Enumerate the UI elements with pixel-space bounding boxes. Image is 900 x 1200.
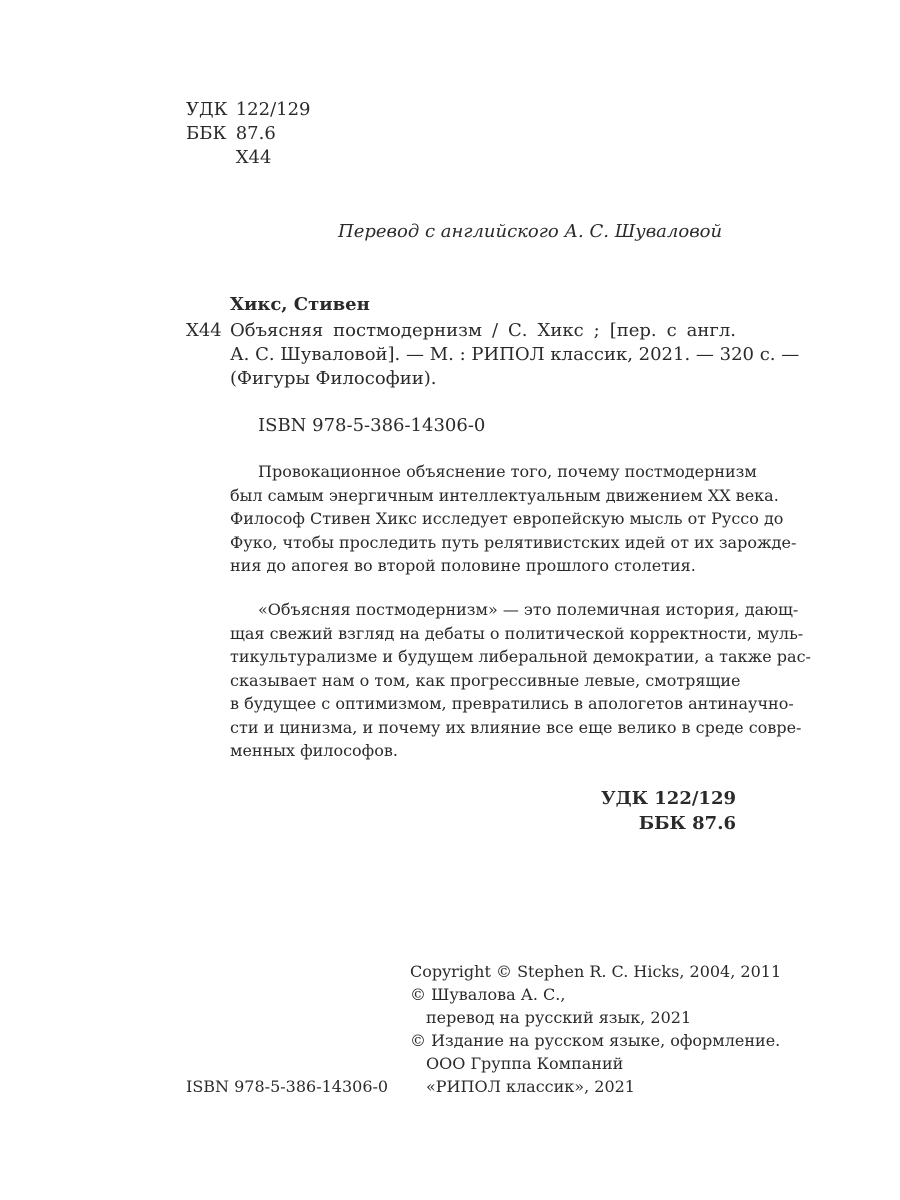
isbn-bottom: ISBN 978-5-386-14306-0: [186, 1077, 389, 1096]
annotation-line: сти и цинизма, и почему их влияние все еще велико в среде совре-: [230, 717, 802, 737]
annotation-line: в будущее с оптимизмом, превратились в апологетов антинаучно-: [230, 694, 794, 713]
bbk-row: [186, 122, 311, 146]
copyright-line: © Издание на русском языке, оформление.: [410, 1031, 781, 1050]
classification-right: [601, 786, 736, 836]
copyright-line: перевод на русский язык, 2021: [426, 1008, 692, 1027]
annotation-line: менных философов.: [230, 741, 398, 760]
author-mark-row: [186, 146, 311, 170]
copyright-line: ООО Группа Компаний: [426, 1054, 624, 1073]
bibliographic-mark: Х44: [186, 320, 222, 341]
copyright-block: [410, 960, 781, 1098]
isbn-main: ISBN 978-5-386-14306-0: [258, 415, 486, 436]
annotation-paragraph-1: [230, 460, 797, 578]
copyright-line: «РИПОЛ классик», 2021: [426, 1077, 635, 1096]
annotation-line: «Объясняя постмодернизм» — это полемичная история, дающ-: [258, 600, 799, 619]
translator-note: Перевод с английского А. С. Шуваловой: [338, 221, 723, 242]
annotation-line: был самым энергичным интеллектуальным движением XX века.: [230, 485, 779, 505]
udk-value: 122/129: [235, 99, 311, 120]
annotation-paragraph-2: [230, 598, 811, 763]
bibliographic-line: Объясняя постмодернизм / С. Хикс ; [пер. с англ.: [230, 320, 736, 341]
annotation-line: щая свежий взгляд на дебаты о политической корректности, муль-: [230, 623, 804, 643]
annotation-line: сказывает нам о том, как прогрессивные левые, смотрящие: [230, 670, 741, 690]
bibliographic-line: (Фигуры Философии).: [230, 368, 437, 389]
bbk-value: 87.6: [235, 123, 276, 144]
copyright-line: Copyright © Stephen R. C. Hicks, 2004, 2011: [410, 962, 782, 981]
annotation-line: Провокационное объяснение того, почему постмодернизм: [258, 462, 757, 481]
udk-row: [186, 98, 311, 122]
classification-block: [186, 98, 311, 170]
udk-label: УДК: [186, 99, 228, 120]
annotation-line: тикультурализме и будущем либеральной демократии, а также рас-: [230, 647, 811, 666]
copyright-line: © Шувалова А. С.,: [410, 985, 566, 1004]
bibliographic-description: [230, 319, 800, 391]
annotation-line: ния до апогея во второй половине прошлого столетия.: [230, 556, 696, 575]
bbk-label: ББК: [186, 123, 227, 144]
annotation-line: Философ Стивен Хикс исследует европейскую мысль от Руссо до: [230, 509, 784, 528]
author-mark: Х44: [235, 147, 272, 168]
bbk-right: ББК 87.6: [638, 813, 736, 834]
author-name: Хикс, Стивен: [230, 294, 370, 315]
bibliographic-line: А. С. Шуваловой]. — М. : РИПОЛ классик, 2021. — 320 с. —: [230, 344, 800, 365]
udk-right: УДК 122/129: [601, 788, 736, 809]
annotation-line: Фуко, чтобы проследить путь релятивистских идей от их зарожде-: [230, 532, 797, 552]
